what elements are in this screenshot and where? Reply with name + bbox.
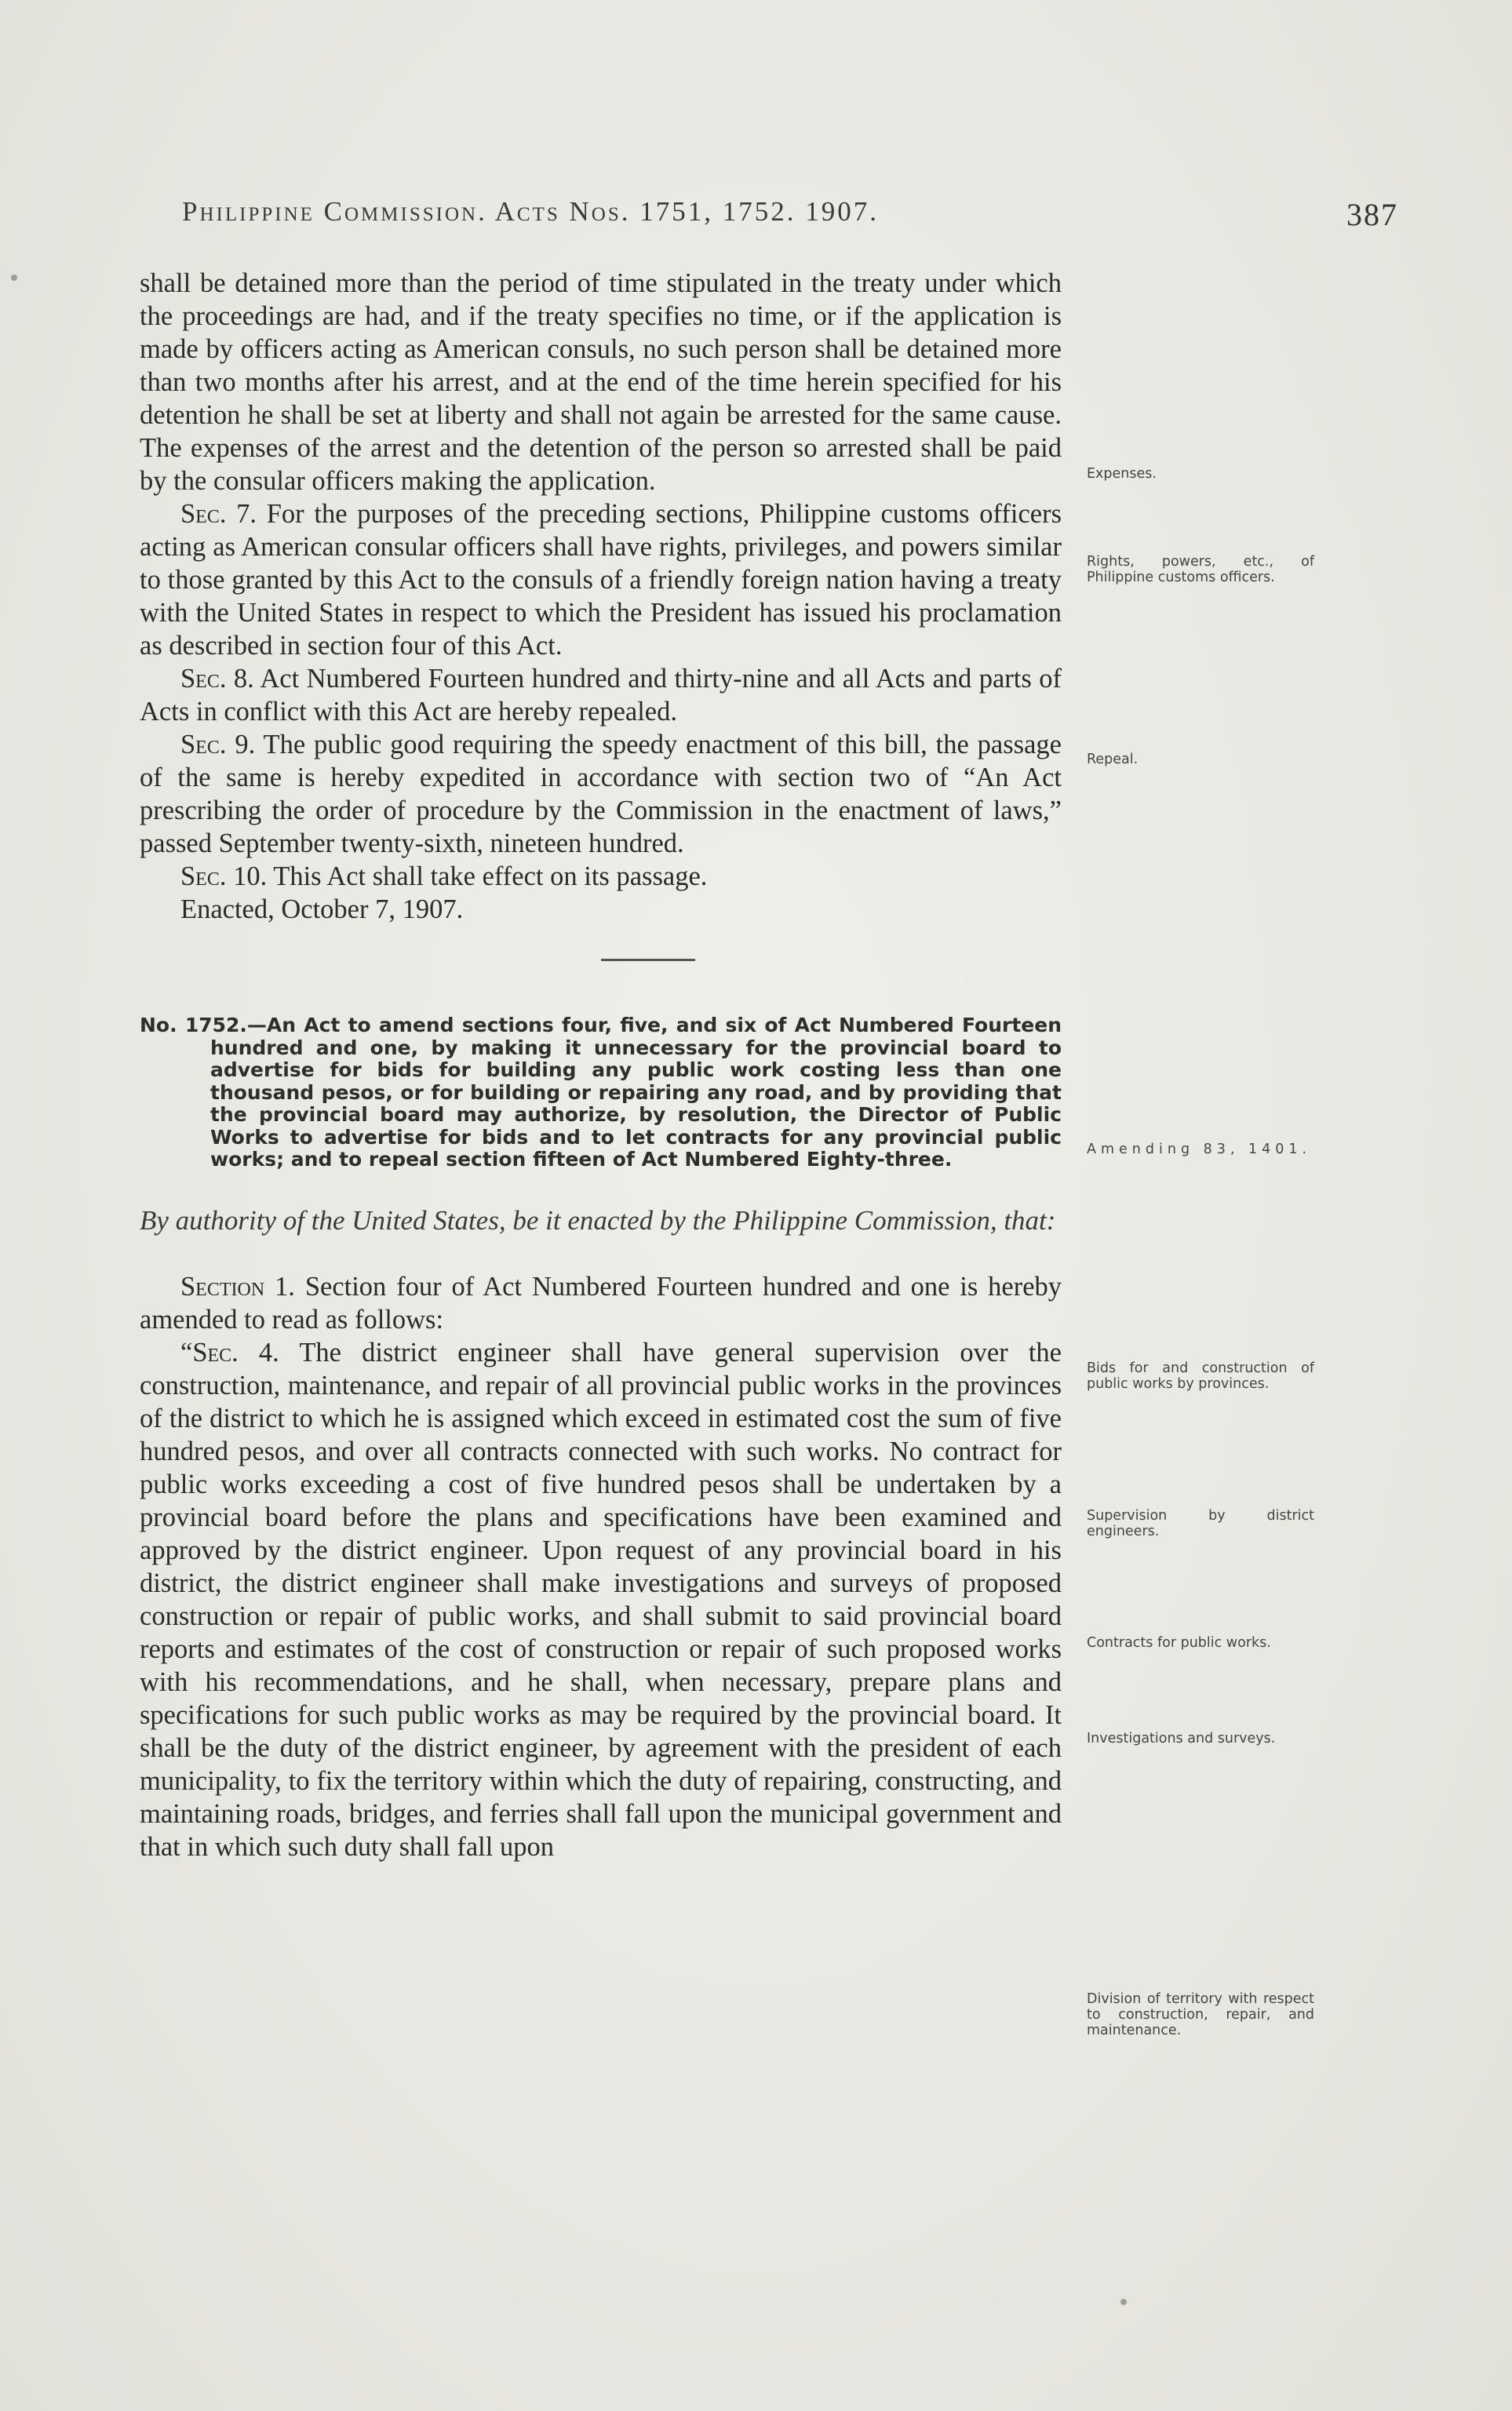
paper-speck — [11, 275, 17, 281]
margin-note-rights-powers: Rights, powers, etc., of Philippine customs officers. — [1087, 554, 1314, 585]
paper-speck — [1120, 2299, 1127, 2305]
enacted-date: Enacted, October 7, 1907. — [180, 894, 464, 924]
act-heading: No. 1752.—An Act to amend sections four, five, and six of Act Numbered Fourteen hundred and one, by making it unnecessary for the provincial board to advertise for bids for building any public work costing less than one thousand pesos, or for building or repairing any road, and by providing that the provincial board may authorize, by resolution, the Director of Public Works to advertise for bids and to let contracts for any provincial public works; and to repeal section fifteen of Act Numbered Eighty-three. — [140, 1014, 1062, 1171]
section-1-text: Section four of Act Numbered Fourteen hundred and one is hereby amended to read as follows: — [140, 1271, 1062, 1335]
section-8-label: Sec. 8. — [180, 664, 254, 694]
section-10-label: Sec. 10. — [180, 861, 268, 891]
section-9-text: The public good requiring the speedy enactment of this bill, the passage of the same is hereby expedited in accordance with section two of “An Act prescribing the order of procedure by the Commission in the enactment of laws,” passed September twenty-sixth, nineteen hundred. — [140, 730, 1062, 858]
section-7-label: Sec. 7. — [180, 499, 257, 529]
margin-note-amending: Amending 83, 1401. — [1087, 1142, 1312, 1157]
section-9-label: Sec. 9. — [180, 730, 256, 759]
section-4-amended — [140, 1336, 1062, 1863]
section-8-text: Act Numbered Fourteen hundred and thirty-nine and all Acts and parts of Acts in conflict with this Act are hereby repealed. — [140, 664, 1062, 727]
page-number: 387 — [1346, 197, 1398, 232]
margin-note-repeal: Repeal. — [1087, 752, 1139, 767]
running-head-title: Philippine Commission. Acts Nos. 1751, 1752. 1907. — [182, 196, 880, 227]
paragraph-continuation: shall be detained more than the period of time stipulated in the treaty under which the proceedings are had, and if the treaty specifies no time, or if the application is made by officers acting as American consuls, no such person shall be detained more than two months after his arrest, and at the end of the time herein specified for his detention he shall be set at liberty and shall not again be arrested for the same cause. The expenses of the arrest and the detention of the person so arrested shall be paid by the consular officers making the application. — [140, 268, 1062, 496]
enacting-clause: By authority of the United States, be it enacted by the Philippine Commission, that: — [140, 1204, 1056, 1236]
section-10 — [140, 860, 1062, 893]
section-7 — [140, 497, 1062, 662]
margin-note-contracts: Contracts for public works. — [1087, 1635, 1271, 1651]
section-10-text: This Act shall take effect on its passage. — [273, 861, 708, 891]
main-text — [140, 267, 1062, 1863]
running-head — [182, 196, 1398, 235]
margin-note-division-territory: Division of territory with respect to construction, repair, and maintenance. — [1087, 1991, 1314, 2038]
margin-note-supervision: Supervision by district engineers. — [1087, 1508, 1314, 1539]
section-7-text: For the purposes of the preceding sections, Philippine customs officers acting as American consular officers shall have rights, privileges, and powers similar to those granted by this Act to the consuls of a friendly foreign nation having a treaty with the United States in respect to which the President has issued his proclamation as described in section four of this Act. — [140, 499, 1062, 661]
section-9 — [140, 728, 1062, 860]
section-4-text: The district engineer shall have general supervision over the construction, maintenance, and repair of all provincial public works in the provinces of the district to which he is assigned which exceed in estimated cost the sum of five hundred pesos, and over all contracts connected with such works. No contract for public works exceeding a cost of five hundred pesos shall be undertaken by a provincial board before the plans and specifications have been examined and approved by the district engineer. Upon request of any provincial board in his district, the district engineer shall make investigations and surveys of proposed construction or repair of public works, and shall submit to said provincial board reports and estimates of the cost of construction or repair of such proposed works with his recommendations, and he shall, when necessary, prepare plans and specifications for such public works as may be required by the provincial board. It shall be the duty of the district engineer, by agreement with the president of each municipality, to fix the territory within which the duty of repairing, constructing, and maintaining roads, bridges, and ferries shall fall upon the municipal government and that in which such duty shall fall upon — [140, 1337, 1062, 1862]
section-8 — [140, 662, 1062, 728]
section-1-label: Section 1. — [180, 1271, 295, 1302]
section-1 — [140, 1270, 1062, 1336]
section-4-label: “Sec. 4. — [180, 1337, 279, 1368]
margin-note-bids: Bids for and construction of public works by provinces. — [1087, 1360, 1314, 1392]
margin-note-expenses: Expenses. — [1087, 466, 1157, 482]
section-divider — [601, 959, 695, 961]
margin-note-investigations: Investigations and surveys. — [1087, 1731, 1276, 1746]
